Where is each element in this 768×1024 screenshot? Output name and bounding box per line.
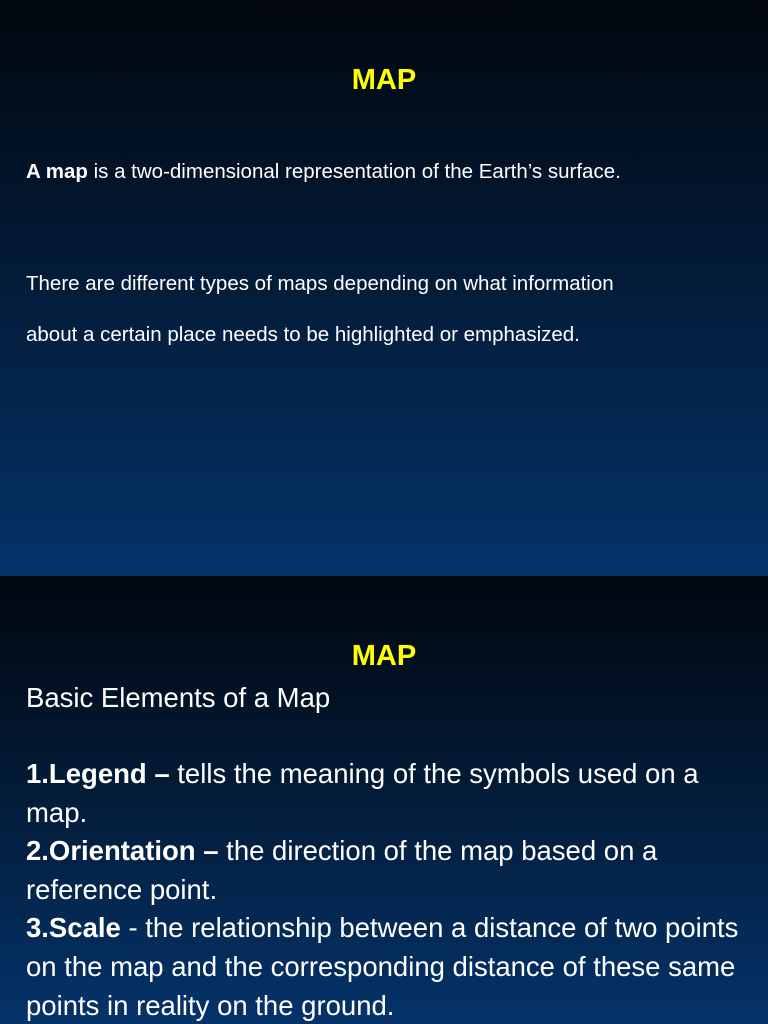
item-term: 3.Scale	[26, 912, 121, 944]
item-description: the direction of the map based on a reference point.	[26, 835, 658, 905]
list-item-orientation	[26, 832, 766, 909]
map-definition	[26, 158, 621, 186]
map-definition-term: A map	[26, 160, 88, 183]
map-types-line-1: There are different types of maps depending on what information	[26, 272, 614, 295]
slide-2	[0, 576, 768, 1024]
item-term: 1.Legend –	[26, 758, 170, 789]
item-description: - the relationship between a distance of two points on the map and the corresponding distance of these same points in reality on the ground.	[26, 912, 739, 1021]
slide-1-title: MAP	[351, 64, 417, 96]
slide-2-subtitle: Basic Elements of a Map	[26, 682, 331, 713]
map-definition-text: is a two-dimensional representation of the Earth’s surface.	[87, 160, 621, 183]
map-types-paragraph	[26, 258, 756, 360]
item-term: 2.Orientation –	[26, 835, 219, 867]
map-elements-list	[26, 755, 766, 1024]
list-item-scale	[26, 909, 766, 1024]
map-types-line-2: about a certain place needs to be highlighted or emphasized.	[26, 323, 580, 346]
item-description: tells the meaning of the symbols used on a map.	[26, 758, 699, 828]
slide-2-title: MAP	[351, 640, 417, 672]
list-item-legend	[26, 755, 766, 832]
